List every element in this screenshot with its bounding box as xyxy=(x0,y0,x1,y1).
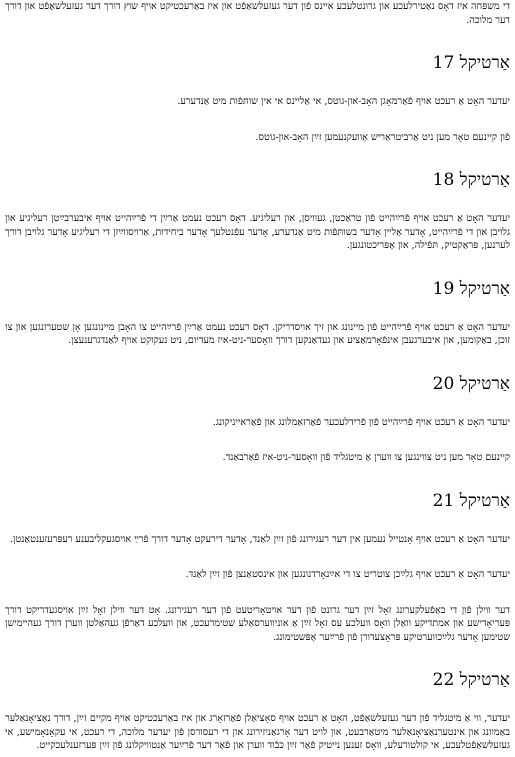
article-heading: אַרטיקל 18 xyxy=(432,170,510,190)
article-heading: אַרטיקל 21 xyxy=(432,490,510,511)
article-paragraph: יעדער האָט אַ רעכט אויף אָנטייל נעמען אין דער רעגירונג פֿון זײַן לאַנד, אָדער דירעקט אָדער דורך פֿרײַ אויסגעקליבענע רעפּרעזענטאַנטן. xyxy=(10,533,510,545)
article-paragraph: יעדער האָט אַ רעכט אויף פֿרײַהייט פֿון פֿרידלעכער פֿאַרזאַמלונג און פֿאַראייניקונג. xyxy=(212,416,510,428)
article-heading: אַרטיקל 19 xyxy=(432,278,510,299)
article-paragraph: יעדער, ווי אַ מיטגליד פֿון דער געזעלשאַפֿט, האָט אַ רעכט אויף סאָציאַלן פֿאַרזאָרג און איז באַרעכטיקט אויף מקיים זײַן, דורך נאַציאָנאַלער באַמיִונג און אינטערנאַציאָנאַלער מיטאַרבעט, און לויט דער אָרגאַניזירונג און די רעסורסן פֿון יעדער מלוכה, די רעכט, אי עקאָנאָמישע, אי געזעלשאַפֿטלעכע, אי קולטורעלע, וואָס זענען נייטיק פֿאַר זײַן כּבֿוד ווערן און פֿאַר דער פֿרײַער אַנטוויקלונג פֿון זײַן פּערזענלעכקייט. xyxy=(5,713,510,751)
article-heading: אַרטיקל 20 xyxy=(432,373,510,394)
article-paragraph: דער ווילן פֿון די באַפֿעלקערונג זאָל זײַן דער גרונט פֿון דער אויטאָריטעט פֿון דער רעגירונג. אָט דער ווילן זאָל זײַן אויסגעדריקט דורך פּעריאָדישע און אמתדיקע וואַלן וואָס וועלכע עס זאָל זײַן אַ אוניווערסאַלע שטימרעכט, און וועלכע דאַרפֿן געהאַלטן ווערן דורך געהיימישן שטימען אָדער גלײַכווערטיקע פּראָצעדורן פֿון פֿרײַער אָפּשטימונג. xyxy=(5,604,510,643)
article-paragraph: יעדער האָט אַ רעכט אויף פֿרײַהייט פֿון מיינונג און זיך אויסדריקן. דאָס רעכט נעמט אַרײַן פֿרײַהייט צו האָבן מיינונגען אָן שטערונגען און צו זוכן, באַקומען, און איבערגעבן אינפֿאָרמאַציע און געדאַנקען דורך וואָסער-ניט-איז מעדיום, ניט נעקוקט אויף לאַנדגרענעצן. xyxy=(5,321,510,346)
article-paragraph: יעדער האָט אַ רעכט אויף פֿאַרמאָגן האָב-און-גוטס, אי אַליינס אי אין שותּפֿות מיט אַנדערע. xyxy=(177,96,510,107)
article-heading: אַרטיקל 17 xyxy=(432,53,510,73)
article-heading: אַרטיקל 22 xyxy=(432,670,510,690)
article-paragraph: יעדער האָט אַ רעכט אויף גלײַכן צוטריט צו די אײַנאָרדנונגען און אינסטאַנצן פֿון זײַן לאַנד. xyxy=(185,569,510,580)
article-paragraph: יעדער האָט אַ רעכט אויף פֿרײַהייט פֿון טראַכטן, געוויסן, און רעליגיע. דאָס רעכט נעמט אַרײַן די פֿרײַהייט אויף איבערבײַטן רעליגיע און גלויבן און די פֿרײַהייט, אָדער אַליין אָדער בשותּפֿות מיט אַנדערע, אָדער עפֿנטלעך אָדער ביחידות, אַרויסווײַזן די רעליגיע אָדער גלויבן דורך לערנען, פּראַקטיק, תּפֿילה, און אָפּריכטונגען. xyxy=(5,213,510,251)
article-paragraph: קיינעם טאָר מען ניט צווינגען צו ווערן אַ מיטגליד פֿון וואָסער-ניט-איז פֿאַרבאַנד. xyxy=(222,452,510,463)
intro-paragraph: די משפּחה איז דאָס נאַטירלעכע און גרונטלעכע איינס פֿון דער געזעלשאַפֿט און איז באַרעכטיקט אויף שוץ דורך דער געזעלשאַפֿט און דורך דער מלוכה. xyxy=(5,1,510,26)
article-paragraph: פֿון קיינעם טאָר מען ניט אַרביטראַריש אַוועקנעמען זײַן האָב-און-גוטס. xyxy=(255,131,510,143)
